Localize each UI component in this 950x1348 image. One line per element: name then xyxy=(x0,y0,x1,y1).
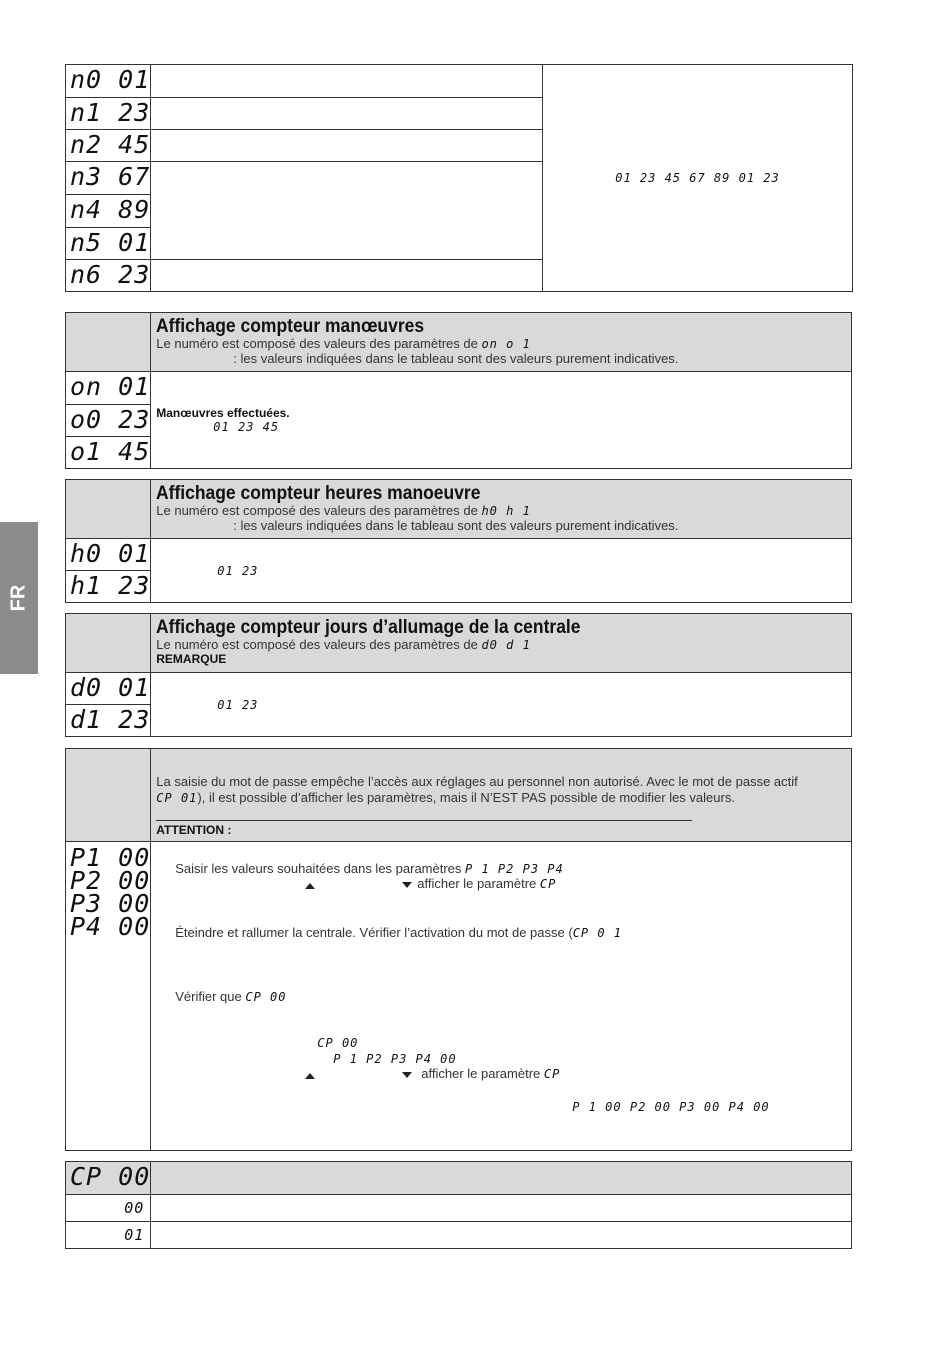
param-code: CP 00 xyxy=(70,1162,151,1191)
param-code: P3 00 xyxy=(70,889,151,918)
hours-counter-table xyxy=(65,479,852,603)
param-code: o0 23 xyxy=(70,405,151,434)
param-codes: d0 d 1 xyxy=(481,638,531,652)
attention-label: ATTENTION : xyxy=(156,823,232,837)
step1b-text: afficher le paramètre xyxy=(417,876,537,891)
attention-rule xyxy=(156,820,692,821)
body-sequence: 01 23 45 xyxy=(213,420,280,434)
language-tab xyxy=(0,522,38,674)
up-arrow-icon xyxy=(305,883,315,889)
section-description: Le numéro est composé des valeurs des paramètres de xyxy=(156,336,478,351)
cp-value: 01 xyxy=(124,1225,145,1244)
param-code: o1 45 xyxy=(70,437,151,466)
param-codes: on o 1 xyxy=(481,337,531,351)
section-note: : les valeurs indiquées dans le tableau sont des valeurs purement indicatives. xyxy=(233,518,679,533)
body-sequence: 01 23 xyxy=(217,563,259,578)
step3-code: CP 00 xyxy=(245,990,287,1004)
password-intro-code: CP 01 xyxy=(156,791,198,805)
section-title: Affichage compteur manœuvres xyxy=(156,316,425,337)
param-code: n1 23 xyxy=(70,98,151,127)
param-code: on 01 xyxy=(70,372,151,401)
param-code: d0 01 xyxy=(70,673,151,702)
step4-code2: P 1 P2 P3 P4 00 xyxy=(333,1052,457,1066)
step1-codes: P 1 P2 P3 P4 xyxy=(465,862,564,876)
body-sequence: 01 23 xyxy=(217,697,259,712)
param-code: P2 00 xyxy=(70,866,151,895)
body-label: Manœuvres effectuées. xyxy=(156,406,290,420)
up-arrow-icon xyxy=(305,1073,315,1079)
days-counter-table xyxy=(65,613,852,737)
param-code: h1 23 xyxy=(70,571,151,600)
param-code: n5 01 xyxy=(70,228,151,257)
password-intro: La saisie du mot de passe empêche l’accès aux réglages au personnel non autorisé. Avec le mot de passe actif xyxy=(156,774,798,789)
param-code: n4 89 xyxy=(70,195,151,224)
remark-label: REMARQUE xyxy=(156,652,227,666)
step2-code: CP 0 1 xyxy=(572,926,623,940)
step4b-text: afficher le paramètre xyxy=(421,1066,541,1081)
cp-table xyxy=(65,1161,852,1249)
param-codes: h0 h 1 xyxy=(481,504,531,518)
step2-text: Éteindre et rallumer la centrale. Vérifier l’activation du mot de passe ( xyxy=(175,925,573,940)
step3-text: Vérifier que xyxy=(175,989,242,1004)
step1b-code: CP xyxy=(539,877,557,891)
sequence-value: 01 23 45 67 89 01 23 xyxy=(615,171,780,185)
param-code: n6 23 xyxy=(70,260,151,289)
step4-sequence: P 1 00 P2 00 P3 00 P4 00 xyxy=(572,1100,770,1114)
down-arrow-icon xyxy=(402,882,412,888)
password-table xyxy=(65,748,852,1151)
param-code: P1 00 xyxy=(70,843,151,872)
cp-value: 00 xyxy=(124,1198,145,1217)
param-code: d1 23 xyxy=(70,705,151,734)
param-code: P4 00 xyxy=(70,912,151,941)
password-intro-cont: ), il est possible d’afficher les paramètres, mais il N’EST PAS possible de modifier les valeurs. xyxy=(197,790,735,805)
section-description: Le numéro est composé des valeurs des paramètres de xyxy=(156,503,478,518)
section-title: Affichage compteur heures manoeuvre xyxy=(156,483,481,504)
step4-code1: CP 00 xyxy=(317,1036,359,1050)
down-arrow-icon xyxy=(402,1072,412,1078)
param-code: h0 01 xyxy=(70,539,151,568)
section-note: : les valeurs indiquées dans le tableau sont des valeurs purement indicatives. xyxy=(233,351,679,366)
param-code: n3 67 xyxy=(70,162,151,191)
manoeuvres-counter-table xyxy=(65,312,852,469)
section-description: Le numéro est composé des valeurs des paramètres de xyxy=(156,637,478,652)
param-code: n0 01 xyxy=(70,65,151,94)
language-tab-label: FR xyxy=(7,584,30,612)
section-title: Affichage compteur jours d’allumage de la centrale xyxy=(156,617,581,638)
step4b-code: CP xyxy=(543,1067,561,1081)
step1-text: Saisir les valeurs souhaitées dans les paramètres xyxy=(175,861,462,876)
param-code: n2 45 xyxy=(70,130,151,159)
n-parameter-table xyxy=(65,64,853,292)
